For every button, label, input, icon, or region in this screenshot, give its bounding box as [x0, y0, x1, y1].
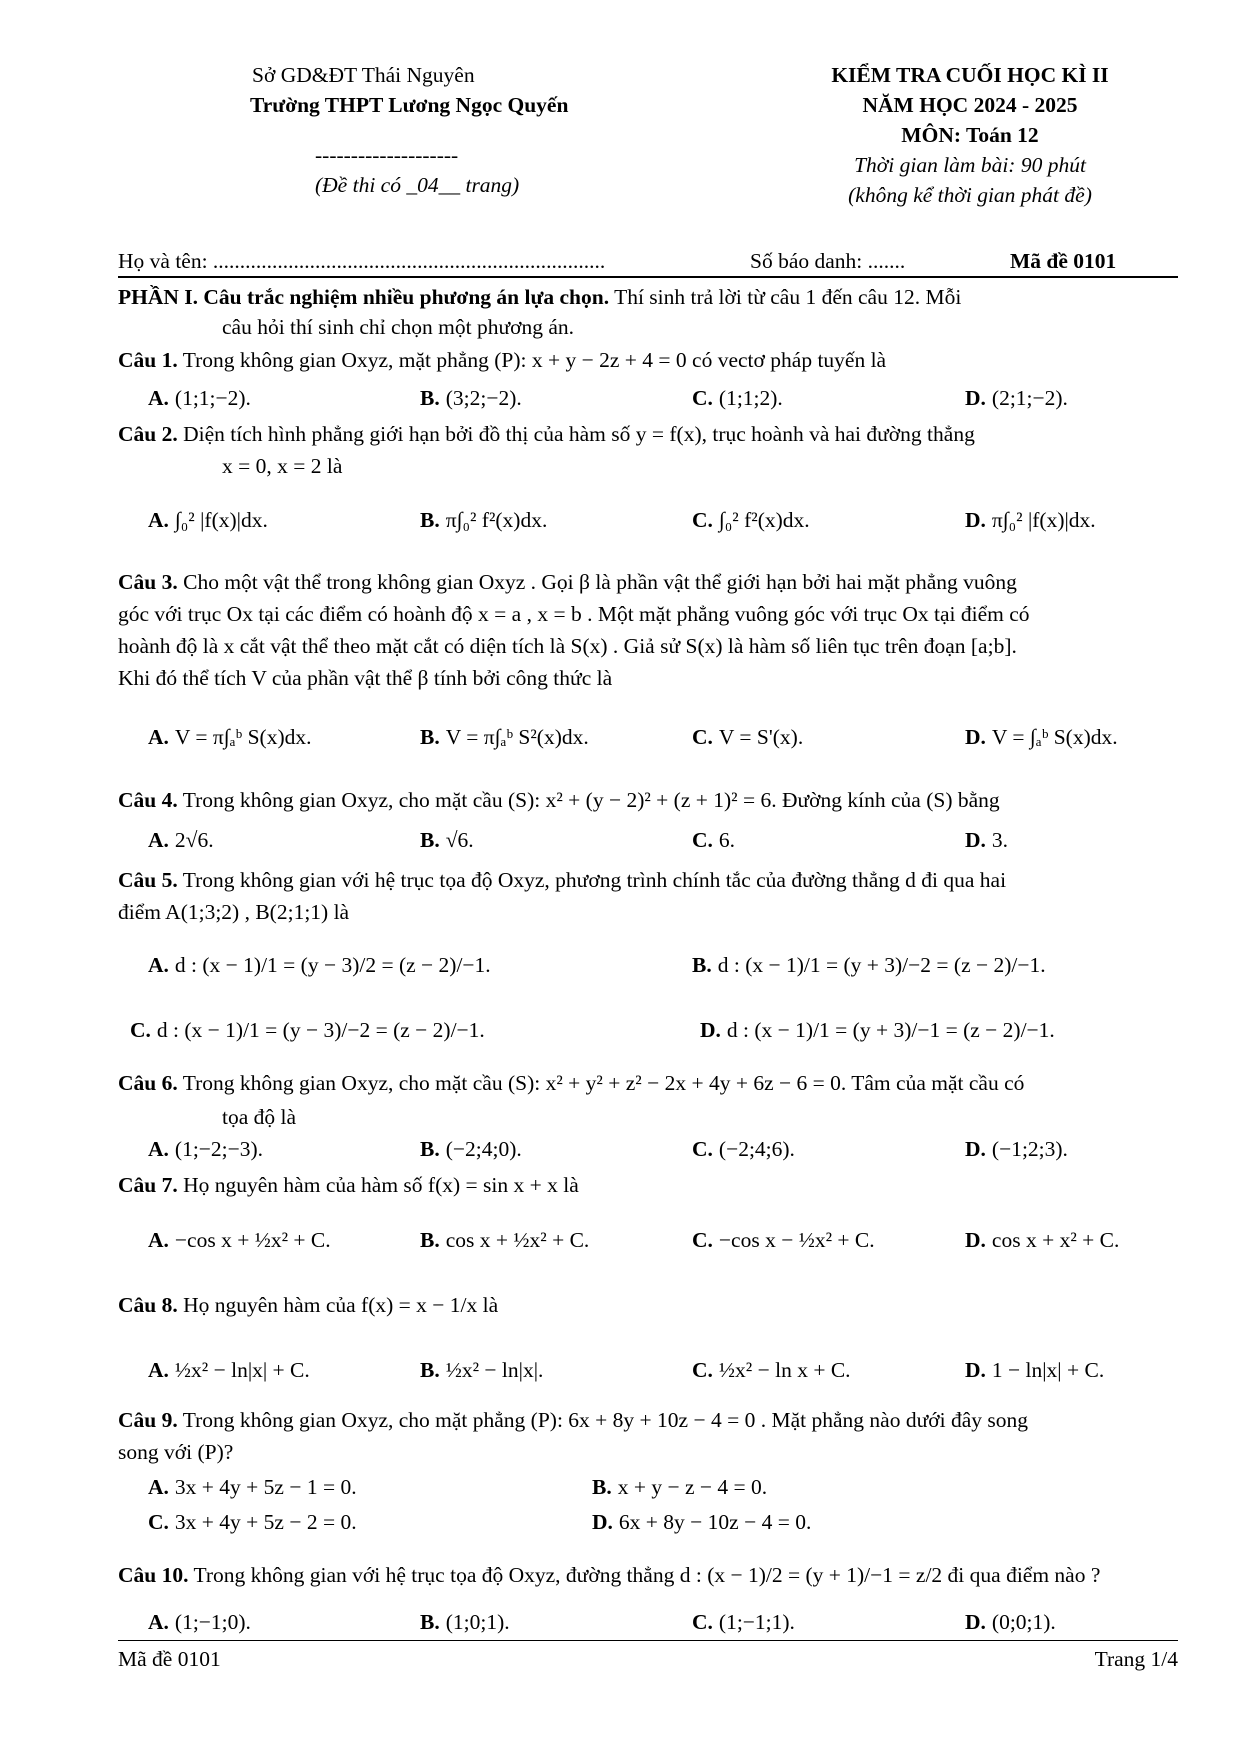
- question-2: [118, 419, 1178, 449]
- option-d[interactable]: [700, 1015, 1055, 1045]
- option-label: B.: [420, 386, 440, 410]
- question-text-line2: điểm A(1;3;2) , B(2;1;1) là: [118, 900, 350, 924]
- option-label: B.: [420, 508, 440, 532]
- question-text: Họ nguyên hàm của hàm số f(x) = sin x + x là: [183, 1173, 579, 1197]
- option-label: C.: [148, 1510, 169, 1534]
- question-number: Câu 10.: [118, 1563, 189, 1587]
- question-3: [118, 567, 1178, 597]
- option-text: (−1;2;3).: [991, 1137, 1068, 1161]
- option-text: (1;−2;−3).: [174, 1137, 264, 1161]
- option-d[interactable]: [965, 1355, 1104, 1385]
- option-label: A.: [148, 1610, 169, 1634]
- option-text: cos x + x² + C.: [991, 1228, 1120, 1252]
- school-name: Trường THPT Lương Ngọc Quyến: [250, 93, 569, 117]
- option-text: cos x + ½x² + C.: [445, 1228, 590, 1252]
- exam-code: Mã đề 0101: [1010, 249, 1117, 273]
- option-a[interactable]: [148, 1134, 263, 1164]
- option-text: π∫₀² f²(x)dx.: [445, 508, 548, 532]
- option-text: V = π∫ₐᵇ S²(x)dx.: [445, 725, 589, 749]
- option-text: 6x + 8y − 10z − 4 = 0.: [618, 1510, 812, 1534]
- option-label: C.: [692, 1228, 713, 1252]
- option-d[interactable]: [965, 1225, 1119, 1255]
- subject: MÔN: Toán 12: [901, 123, 1039, 147]
- school-year: NĂM HỌC 2024 - 2025: [862, 93, 1078, 117]
- part1-heading: [118, 282, 1178, 312]
- option-text: (1;−1;1).: [718, 1610, 795, 1634]
- option-label: B.: [420, 1228, 440, 1252]
- question-text-line4: Khi đó thể tích V của phần vật thể β tính bởi công thức là: [118, 666, 613, 690]
- option-label: B.: [420, 1137, 440, 1161]
- question-10: [118, 1560, 1178, 1590]
- option-text: V = ∫ₐᵇ S(x)dx.: [991, 725, 1118, 749]
- question-5: [118, 865, 1178, 895]
- option-b[interactable]: [592, 1472, 767, 1502]
- option-label: A.: [148, 953, 169, 977]
- question-7: [118, 1170, 1178, 1200]
- option-a[interactable]: [148, 1607, 251, 1637]
- option-text: ∫₀² f²(x)dx.: [718, 508, 810, 532]
- question-8: [118, 1290, 1178, 1320]
- option-text: (3;2;−2).: [445, 386, 522, 410]
- question-text: Trong không gian với hệ trục tọa độ Oxyz, đường thẳng d : (x − 1)/2 = (y + 1)/−1 = z/2 đi qua điểm nào ?: [193, 1563, 1101, 1587]
- question-number: Câu 5.: [118, 868, 178, 892]
- footer-exam-code: Mã đề 0101: [118, 1647, 221, 1671]
- student-id-field: Số báo danh: .......: [750, 249, 906, 273]
- pages-note: (Đề thi có _04__ trang): [315, 173, 520, 197]
- option-text: d : (x − 1)/1 = (y − 3)/−2 = (z − 2)/−1.: [156, 1018, 485, 1042]
- option-text: (1;1;2).: [718, 386, 783, 410]
- question-text: Trong không gian Oxyz, cho mặt cầu (S): x² + y² + z² − 2x + 4y + 6z − 6 = 0. Tâm của mặt cầu có: [182, 1071, 1025, 1095]
- option-d[interactable]: [965, 1134, 1068, 1164]
- option-text: (1;−1;0).: [174, 1610, 251, 1634]
- question-1: [118, 345, 1178, 375]
- option-text: V = π∫ₐᵇ S(x)dx.: [174, 725, 312, 749]
- option-text: (1;0;1).: [445, 1610, 510, 1634]
- option-label: A.: [148, 1475, 169, 1499]
- option-c[interactable]: [130, 1015, 485, 1045]
- option-c[interactable]: [692, 1225, 875, 1255]
- option-c[interactable]: [692, 1607, 795, 1637]
- option-d[interactable]: [965, 1607, 1056, 1637]
- question-number: Câu 6.: [118, 1071, 178, 1095]
- exam-title: KIỂM TRA CUỐI HỌC KÌ II: [831, 63, 1109, 87]
- question-number: Câu 7.: [118, 1173, 178, 1197]
- question-number: Câu 2.: [118, 422, 178, 446]
- option-c[interactable]: [692, 1134, 795, 1164]
- option-text: 1 − ln|x| + C.: [991, 1358, 1105, 1382]
- option-b[interactable]: [420, 505, 547, 535]
- footer-divider: [118, 1640, 1178, 1641]
- option-label: C.: [692, 828, 713, 852]
- option-text: (−2;4;6).: [718, 1137, 795, 1161]
- option-d[interactable]: [965, 825, 1008, 855]
- option-a[interactable]: [148, 825, 214, 855]
- footer-page-number: Trang 1/4: [1094, 1647, 1178, 1671]
- option-label: B.: [420, 1610, 440, 1634]
- option-d[interactable]: [592, 1507, 811, 1537]
- option-label: A.: [148, 386, 169, 410]
- part1-instruction-2: câu hỏi thí sinh chỉ chọn một phương án.: [222, 315, 575, 339]
- option-label: A.: [148, 1358, 169, 1382]
- option-c[interactable]: [692, 1355, 851, 1385]
- part1-title: PHẦN I. Câu trắc nghiệm nhiều phương án lựa chọn.: [118, 285, 610, 309]
- option-a[interactable]: [148, 383, 251, 413]
- question-text-line2: góc với trục Ox tại các điểm có hoành độ x = a , x = b . Một mặt phẳng vuông góc với trục Ox tại điểm có: [118, 602, 1030, 626]
- option-a[interactable]: [148, 505, 268, 535]
- option-a[interactable]: [148, 1472, 357, 1502]
- question-text: Trong không gian với hệ trục tọa độ Oxyz, phương trình chính tắc của đường thẳng d đi qua hai: [182, 868, 1007, 892]
- option-label: C.: [692, 1358, 713, 1382]
- option-c[interactable]: [692, 722, 803, 752]
- option-label: A.: [148, 1137, 169, 1161]
- option-a[interactable]: [148, 950, 491, 980]
- option-label: D.: [965, 725, 986, 749]
- option-label: B.: [592, 1475, 612, 1499]
- question-text: Diện tích hình phẳng giới hạn bởi đồ thị của hàm số y = f(x), trục hoành và hai đường thẳng: [183, 422, 975, 446]
- duration: Thời gian làm bài: 90 phút: [854, 153, 1086, 177]
- option-b[interactable]: [420, 722, 589, 752]
- option-label: C.: [692, 1137, 713, 1161]
- option-c[interactable]: [692, 383, 783, 413]
- question-number: Câu 8.: [118, 1293, 178, 1317]
- option-text: 3x + 4y + 5z − 1 = 0.: [174, 1475, 357, 1499]
- option-label: D.: [965, 508, 986, 532]
- question-text-line2: tọa độ là: [222, 1105, 297, 1129]
- option-label: D.: [965, 386, 986, 410]
- option-label: C.: [130, 1018, 151, 1042]
- question-text: Họ nguyên hàm của f(x) = x − 1/x là: [183, 1293, 499, 1317]
- part1-instruction: Thí sinh trả lời từ câu 1 đến câu 12. Mỗi: [609, 285, 962, 309]
- option-label: A.: [148, 508, 169, 532]
- question-text-line2: song với (P)?: [118, 1440, 234, 1464]
- option-text: √6.: [445, 828, 474, 852]
- question-number: Câu 1.: [118, 348, 178, 372]
- option-text: (−2;4;0).: [445, 1137, 522, 1161]
- department-name: Sở GD&ĐT Thái Nguyên: [252, 63, 475, 87]
- option-label: D.: [965, 1610, 986, 1634]
- question-4: [118, 785, 1178, 815]
- option-b[interactable]: [692, 950, 1046, 980]
- option-text: ½x² − ln|x|.: [445, 1358, 544, 1382]
- option-a[interactable]: [148, 722, 311, 752]
- option-label: B.: [420, 828, 440, 852]
- question-text: Cho một vật thể trong không gian Oxyz . Gọi β là phần vật thể giới hạn bởi hai mặt phẳng vuông: [183, 570, 1017, 594]
- option-b[interactable]: [420, 1355, 543, 1385]
- option-b[interactable]: [420, 383, 522, 413]
- option-text: (0;0;1).: [991, 1610, 1056, 1634]
- option-text: ∫₀² |f(x)|dx.: [174, 508, 268, 532]
- question-number: Câu 4.: [118, 788, 178, 812]
- option-label: C.: [692, 725, 713, 749]
- option-label: D.: [965, 1137, 986, 1161]
- option-text: 6.: [718, 828, 736, 852]
- option-c[interactable]: [148, 1507, 357, 1537]
- option-a[interactable]: [148, 1225, 331, 1255]
- option-text: −cos x − ½x² + C.: [718, 1228, 875, 1252]
- question-text-line2: x = 0, x = 2 là: [222, 454, 343, 478]
- option-text: d : (x − 1)/1 = (y + 3)/−2 = (z − 2)/−1.: [717, 953, 1046, 977]
- option-c[interactable]: [692, 825, 735, 855]
- question-text: Trong không gian Oxyz, cho mặt phẳng (P): 6x + 8y + 10z − 4 = 0 . Mặt phẳng nào dưới đây song: [182, 1408, 1028, 1432]
- header-divider: [118, 276, 1178, 278]
- option-label: D.: [592, 1510, 613, 1534]
- option-text: 3.: [991, 828, 1009, 852]
- option-label: A.: [148, 1228, 169, 1252]
- option-text: π∫₀² |f(x)|dx.: [991, 508, 1096, 532]
- option-label: C.: [692, 386, 713, 410]
- option-text: ½x² − ln|x| + C.: [174, 1358, 310, 1382]
- option-label: B.: [420, 1358, 440, 1382]
- option-b[interactable]: [420, 825, 474, 855]
- option-text: d : (x − 1)/1 = (y − 3)/2 = (z − 2)/−1.: [174, 953, 491, 977]
- question-number: Câu 9.: [118, 1408, 178, 1432]
- header-dashes: --------------------: [315, 143, 459, 167]
- option-text: (2;1;−2).: [991, 386, 1068, 410]
- header-right: [760, 60, 1180, 210]
- option-text: 3x + 4y + 5z − 2 = 0.: [174, 1510, 357, 1534]
- option-label: D.: [965, 828, 986, 852]
- option-b[interactable]: [420, 1607, 510, 1637]
- option-label: C.: [692, 508, 713, 532]
- student-name-field: Họ và tên: .........................................................................: [118, 249, 606, 273]
- option-text: x + y − z − 4 = 0.: [617, 1475, 768, 1499]
- question-text: Trong không gian Oxyz, cho mặt cầu (S): x² + (y − 2)² + (z + 1)² = 6. Đường kính của (S) bằng: [182, 788, 1000, 812]
- question-number: Câu 3.: [118, 570, 178, 594]
- option-text: d : (x − 1)/1 = (y + 3)/−1 = (z − 2)/−1.: [726, 1018, 1055, 1042]
- option-label: A.: [148, 828, 169, 852]
- option-text: (1;1;−2).: [174, 386, 251, 410]
- option-d[interactable]: [965, 722, 1118, 752]
- duration-note: (không kể thời gian phát đề): [848, 183, 1092, 207]
- option-d[interactable]: [965, 383, 1068, 413]
- option-label: B.: [420, 725, 440, 749]
- option-label: B.: [692, 953, 712, 977]
- option-text: ½x² − ln x + C.: [718, 1358, 851, 1382]
- option-d[interactable]: [965, 505, 1096, 535]
- option-label: C.: [692, 1610, 713, 1634]
- option-label: D.: [965, 1358, 986, 1382]
- option-b[interactable]: [420, 1225, 589, 1255]
- question-6: [118, 1068, 1178, 1098]
- option-label: D.: [700, 1018, 721, 1042]
- option-a[interactable]: [148, 1355, 310, 1385]
- option-label: A.: [148, 725, 169, 749]
- question-text-line3: hoành độ là x cắt vật thể theo mặt cắt có diện tích là S(x) . Giả sử S(x) là hàm số liên tục trên đoạn [a;b].: [118, 634, 1017, 658]
- question-9: [118, 1405, 1178, 1435]
- option-text: −cos x + ½x² + C.: [174, 1228, 331, 1252]
- option-text: 2√6.: [174, 828, 214, 852]
- question-text: Trong không gian Oxyz, mặt phẳng (P): x + y − 2z + 4 = 0 có vectơ pháp tuyến là: [182, 348, 887, 372]
- option-label: D.: [965, 1228, 986, 1252]
- option-b[interactable]: [420, 1134, 522, 1164]
- option-text: V = S'(x).: [718, 725, 804, 749]
- option-c[interactable]: [692, 505, 810, 535]
